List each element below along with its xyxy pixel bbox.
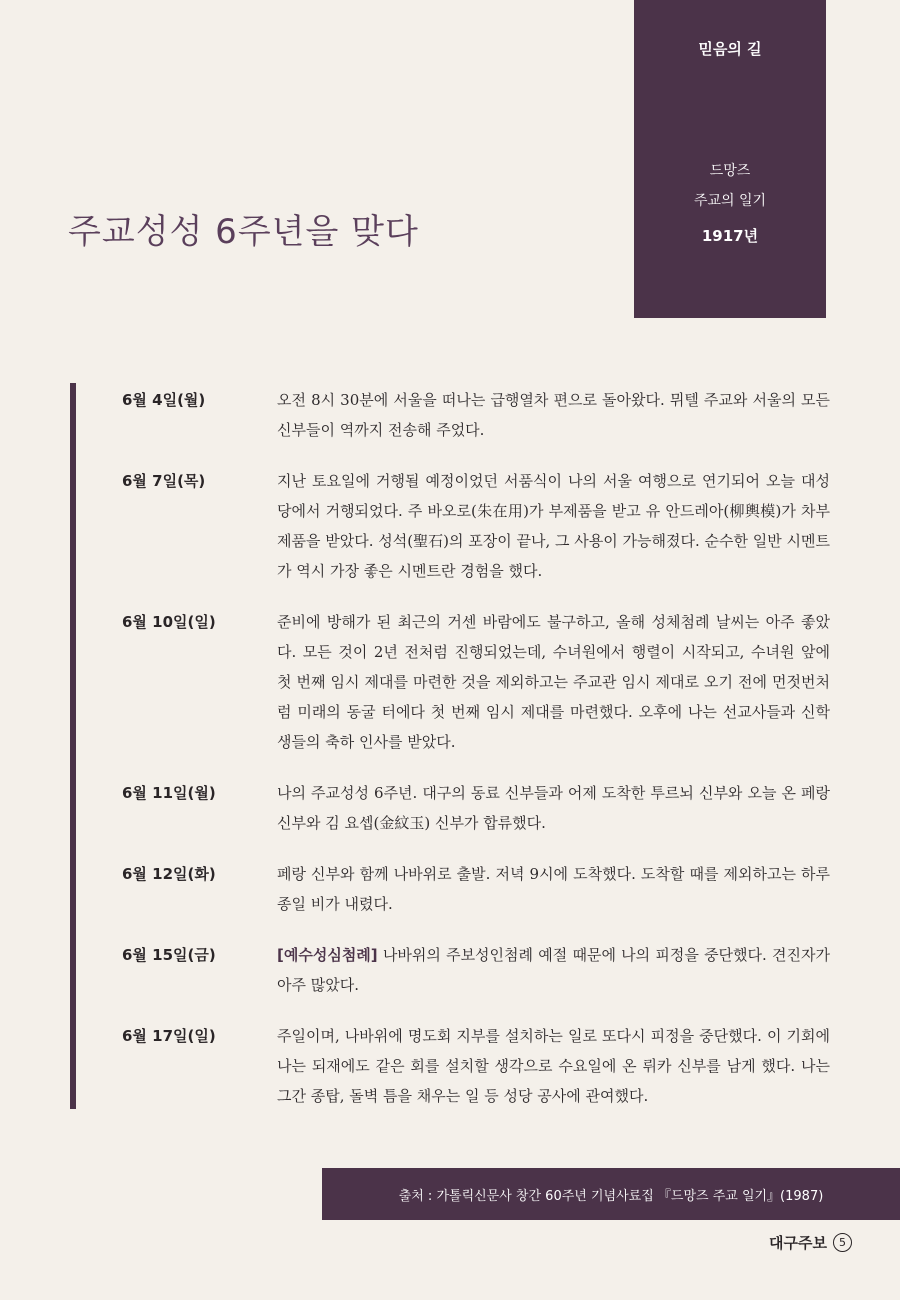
- entry-text: [277, 466, 830, 586]
- diary-label: 주교의 일기: [693, 193, 767, 209]
- source-citation: [322, 1168, 900, 1220]
- author-label: 드망즈: [709, 163, 751, 179]
- diary-entries: [122, 385, 830, 1111]
- entry-text: [277, 940, 830, 1000]
- entry-body: 나바위의 주보성인첨례 예절 때문에 나의 피정을 중단했다. 견진자가 아주 많았다.: [277, 946, 830, 994]
- entry-text: [277, 778, 830, 838]
- vertical-accent-bar: [70, 383, 76, 1109]
- entry-body: 지난 토요일에 거행될 예정이었던 서품식이 나의 서울 여행으로 연기되어 오늘 대성당에서 거행되었다. 주 바오로(朱在用)가 부제품을 받고 유 안드레아(柳輿模)가 차부제품을 받았다. 성석(聖石)의 포장이 끝나, 그 사용이 가능해졌다. 순수한 일반 시멘트가 역시 가장 좋은 시멘트란 경험을 했다.: [277, 472, 830, 580]
- entry-body: 주일이며, 나바위에 명도회 지부를 설치하는 일로 또다시 피정을 중단했다. 이 기회에 나는 되재에도 같은 회를 설치할 생각으로 수요일에 온 뤼카 신부를 남게 했다. 나는 그간 종탑, 돌벽 틈을 채우는 일 등 성당 공사에 관여했다.: [277, 1027, 830, 1105]
- source-text: 출처 : 가톨릭신문사 창간 60주년 기념사료집 『드망즈 주교 일기』(1987): [398, 1188, 824, 1204]
- page-number: 5: [833, 1233, 852, 1252]
- entry-date: 6월 11일(월): [122, 784, 216, 802]
- entry-date: 6월 17일(일): [122, 1027, 216, 1045]
- page-footer: [769, 1232, 852, 1253]
- entry-date: 6월 10일(일): [122, 613, 216, 631]
- entry-body: 나의 주교성성 6주년. 대구의 동료 신부들과 어제 도착한 투르뇌 신부와 오늘 온 페랑 신부와 김 요셉(金紋玉) 신부가 합류했다.: [277, 784, 830, 832]
- diary-entry: [122, 385, 830, 445]
- diary-entry: [122, 778, 830, 838]
- diary-entry: [122, 859, 830, 919]
- diary-entry: [122, 940, 830, 1000]
- entry-text: [277, 607, 830, 757]
- entry-text: [277, 859, 830, 919]
- entry-date: 6월 7일(목): [122, 472, 206, 490]
- feast-tag: [예수성심첨례]: [277, 946, 378, 964]
- entry-body: 준비에 방해가 된 최근의 거센 바람에도 불구하고, 올해 성체첨례 날씨는 아주 좋았다. 모든 것이 2년 전처럼 진행되었는데, 수녀원에서 행렬이 시작되고, 수녀원 앞에 첫 번째 임시 제대를 마련한 것을 제외하고는 주교관 임시 제대로 오기 전에 먼젓번처럼 미래의 동굴 터에다 첫 번째 임시 제대를 마련했다. 오후에 나는 선교사들과 신학생들의 축하 인사를 받았다.: [277, 613, 830, 751]
- year-label: 1917년: [701, 227, 759, 245]
- header-box: [634, 0, 826, 318]
- series-label: 믿음의 길: [698, 40, 762, 58]
- entry-text: [277, 1021, 830, 1111]
- publication-name: 대구주보: [769, 1234, 827, 1252]
- diary-entry: [122, 1021, 830, 1111]
- entry-date: 6월 4일(월): [122, 391, 206, 409]
- entry-body: 페랑 신부와 함께 나바위로 출발. 저녁 9시에 도착했다. 도착할 때를 제외하고는 하루 종일 비가 내렸다.: [277, 865, 830, 913]
- diary-entry: [122, 607, 830, 757]
- diary-entry: [122, 466, 830, 586]
- entry-date: 6월 15일(금): [122, 946, 216, 964]
- entry-text: [277, 385, 830, 445]
- entry-date: 6월 12일(화): [122, 865, 216, 883]
- page-title: 주교성성 6주년을 맞다: [68, 212, 419, 252]
- entry-body: 오전 8시 30분에 서울을 떠나는 급행열차 편으로 돌아왔다. 뮈텔 주교와 서울의 모든 신부들이 역까지 전송해 주었다.: [277, 391, 830, 439]
